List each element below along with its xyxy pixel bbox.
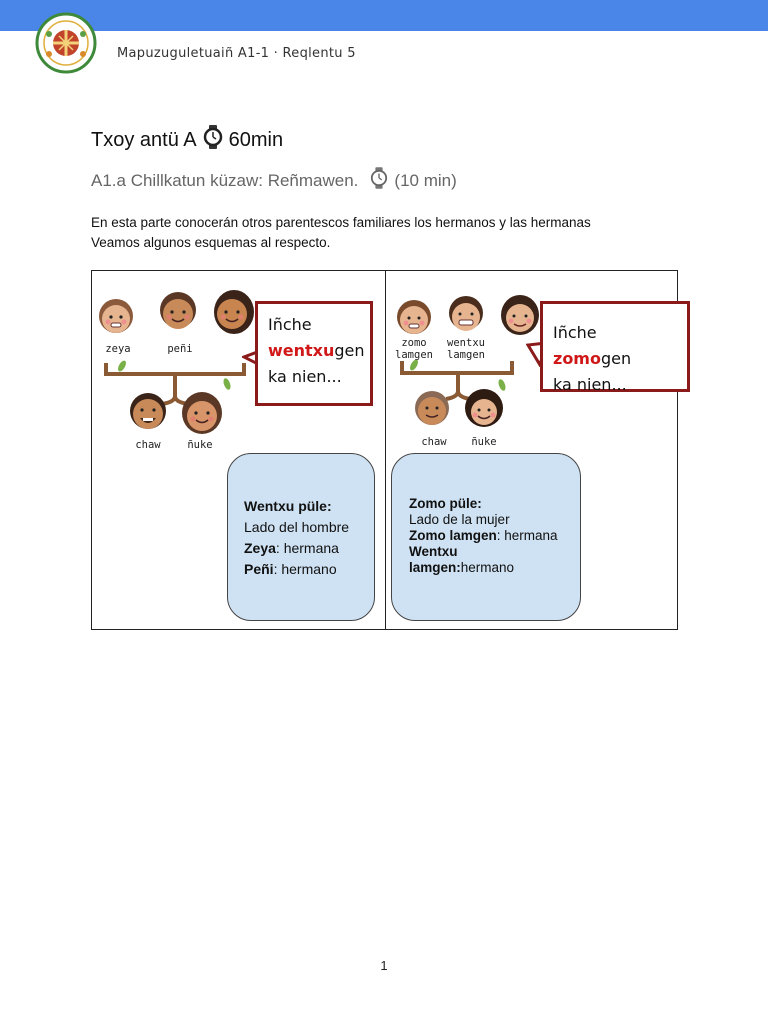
box-def-2: hermano	[460, 560, 515, 575]
intro-line-1: En esta parte conocerán otros parentescos familiares los hermanos y las hermanas	[91, 215, 591, 230]
box-title: Wentxu püle:	[244, 498, 332, 514]
chaw-face-icon	[130, 393, 166, 429]
label-nuke: ñuke	[471, 436, 497, 448]
activity-subheading	[91, 167, 457, 194]
bubble-suffix: gen	[334, 341, 365, 360]
left-cell-wentxu	[92, 271, 385, 629]
bubble-line-1: Iñche	[268, 315, 312, 334]
box-term-2: Peñi	[244, 561, 274, 577]
bubble-highlight: zomo	[553, 349, 601, 368]
watch-icon	[370, 167, 388, 194]
box-term-1: Zeya	[244, 540, 276, 556]
mapuzuguletuain-logo	[35, 12, 97, 74]
label-lamgen: lamgen	[395, 349, 433, 361]
heading-duration: 60min	[228, 128, 284, 151]
label-nuke: ñuke	[187, 439, 213, 451]
kinship-table	[91, 270, 678, 630]
family-tree-illustration	[386, 293, 551, 458]
label-chaw: chaw	[135, 439, 161, 451]
family-tree-illustration	[92, 286, 262, 456]
box-term-2a: Wentxu	[409, 544, 458, 559]
speech-bubble-wentxu	[255, 301, 373, 406]
label-zomo: zomo	[401, 337, 427, 349]
bubble-suffix: gen	[600, 349, 632, 368]
nuke-face-icon	[465, 389, 503, 427]
bubble-highlight: wentxu	[268, 341, 335, 360]
label-zeya: zeya	[105, 343, 131, 355]
zomo-lamgen-face-icon	[397, 300, 431, 334]
speech-bubble-zomo	[540, 301, 690, 392]
chaw-face-icon	[415, 391, 449, 425]
box-line-1: Lado de la mujer	[409, 512, 510, 527]
box-def-1: : hermana	[275, 540, 339, 556]
bubble-prefix: Iñche	[553, 323, 597, 342]
box-def-1: : hermana	[496, 528, 558, 543]
zomo-info-box	[391, 453, 581, 621]
box-line-1: Lado del hombre	[244, 519, 350, 535]
bubble-line-3: ka nien...	[268, 367, 342, 386]
box-term-2b: lamgen:	[409, 560, 461, 575]
watch-icon	[203, 125, 223, 155]
bubble-line-2: ka nien...	[553, 375, 627, 394]
woman-face-icon	[214, 290, 254, 334]
bubble-line-1	[553, 320, 677, 372]
section-heading	[91, 125, 283, 155]
label-wentxu: wentxu	[447, 337, 485, 349]
label-peni: peñi	[167, 343, 193, 355]
page-number: 1	[380, 958, 388, 973]
zeya-face-icon	[99, 299, 133, 333]
intro-line-2: Veamos algunos esquemas al respecto.	[91, 235, 331, 250]
top-bar	[0, 0, 768, 31]
woman-face-icon	[501, 295, 539, 335]
intro-paragraph	[91, 213, 591, 253]
subheading-duration: (10 min)	[394, 170, 457, 190]
bubble-line-2	[268, 338, 365, 364]
label-wentxu-lamgen	[440, 337, 492, 361]
heading-text: Txoy antü A	[91, 128, 197, 151]
peni-face-icon	[160, 292, 196, 329]
subheading-text: A1.a Chillkatun küzaw: Reñmawen.	[91, 170, 359, 190]
box-title: Zomo püle:	[409, 496, 482, 511]
label-zomo-lamgen	[390, 337, 438, 361]
nuke-face-icon	[182, 392, 222, 434]
wentxu-info-box	[227, 453, 375, 621]
document-header-title: Mapuzuguletuaiñ A1-1 · Reqlentu 5	[117, 46, 356, 61]
wentxu-lamgen-face-icon	[449, 296, 483, 331]
right-cell-zomo	[386, 271, 679, 629]
box-term-1: Zomo lamgen	[409, 528, 497, 543]
box-def-2: : hermano	[273, 561, 337, 577]
label-lamgen: lamgen	[447, 349, 485, 361]
label-chaw: chaw	[421, 436, 447, 448]
